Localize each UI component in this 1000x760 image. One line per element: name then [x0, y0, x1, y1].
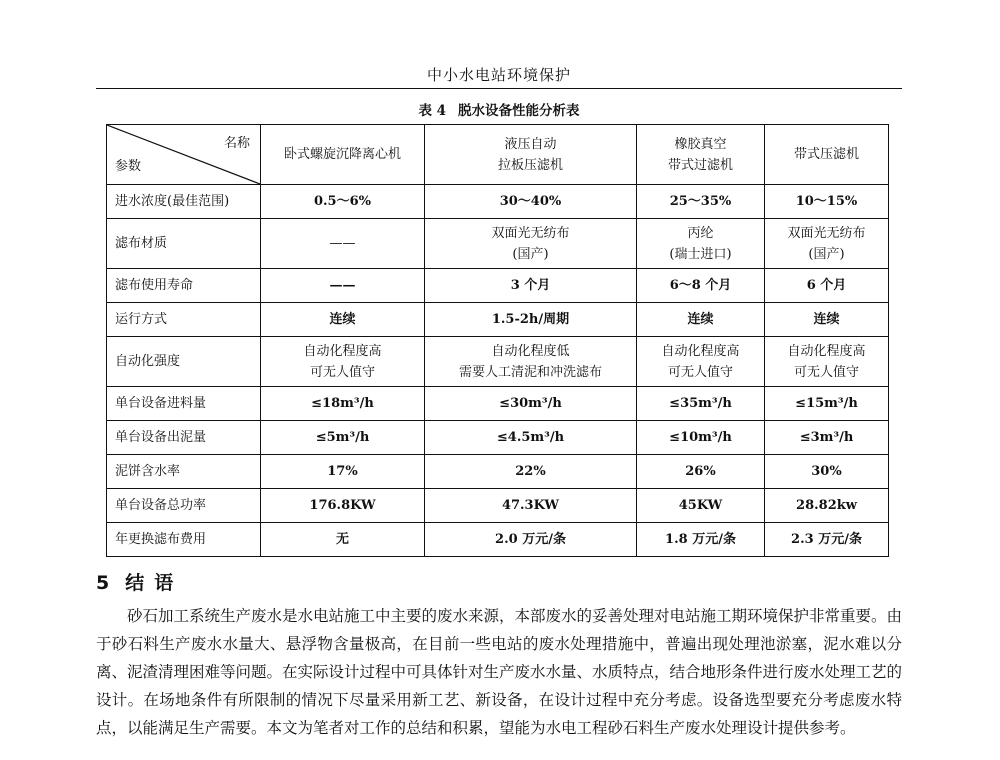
table-cell [765, 303, 889, 337]
table-cell [637, 219, 765, 269]
table-cell [425, 387, 637, 421]
cell-line: 双面光无纺布 [787, 225, 866, 241]
column-header-line: 拉板压滤机 [497, 157, 563, 173]
cell-line: 连续 [329, 312, 356, 327]
column-header [765, 125, 889, 185]
table-cell [637, 455, 765, 489]
cell-line: (国产) [512, 246, 549, 262]
table-cell [765, 219, 889, 269]
section-title: 结语 [125, 572, 184, 594]
section-heading [96, 568, 183, 595]
cell-line: 无 [335, 532, 349, 547]
table-cell [261, 523, 425, 557]
cell-line: 2.3 万元/条 [791, 532, 862, 547]
table-row [107, 523, 889, 557]
cell-line: 30～40% [499, 194, 562, 209]
table-cell [765, 421, 889, 455]
cell-line: —— [329, 278, 356, 293]
table-cell [765, 185, 889, 219]
cell-line: 17% [327, 464, 358, 479]
column-header-line: 液压自动 [504, 136, 557, 152]
row-label: 滤布使用寿命 [107, 269, 261, 303]
row-label: 年更换滤布费用 [107, 523, 261, 557]
cell-line: ≤35m³/h [669, 396, 732, 411]
table-cell [261, 489, 425, 523]
cell-line: 可无人值守 [309, 364, 375, 380]
cell-line: 1.8 万元/条 [665, 532, 736, 547]
table-row [107, 185, 889, 219]
cell-line: 30% [811, 464, 842, 479]
cell-line: 6～8 个月 [669, 278, 732, 293]
table-cell [637, 303, 765, 337]
cell-line: 需要人工清泥和冲洗滤布 [458, 364, 602, 380]
cell-line: 6 个月 [806, 278, 847, 293]
cell-line: ≤5m³/h [315, 430, 370, 445]
row-label: 单台设备出泥量 [107, 421, 261, 455]
row-label: 单台设备总功率 [107, 489, 261, 523]
cell-line: 26% [685, 464, 716, 479]
table-cell [637, 337, 765, 387]
table-row [107, 269, 889, 303]
cell-line: 22% [515, 464, 546, 479]
cell-line: (国产) [808, 246, 845, 262]
table-cell [425, 421, 637, 455]
running-header: 中小水电站环境保护 [426, 66, 571, 84]
table-cell [637, 489, 765, 523]
cell-line: 10～15% [795, 194, 858, 209]
table-cell [637, 387, 765, 421]
table-row [107, 337, 889, 387]
cell-line: 3 个月 [510, 278, 551, 293]
cell-line: 45KW [678, 498, 723, 513]
cell-line: ≤18m³/h [311, 396, 374, 411]
table-header-row [107, 125, 889, 185]
cell-line: 丙纶 [687, 225, 714, 241]
row-label: 进水浓度(最佳范围) [107, 185, 261, 219]
table-cell [261, 219, 425, 269]
corner-label-param: 参数 [115, 159, 142, 174]
column-header-line: 带式过滤机 [667, 157, 733, 173]
cell-line: 47.3KW [501, 498, 560, 513]
table-cell [637, 185, 765, 219]
column-header [425, 125, 637, 185]
table-row [107, 303, 889, 337]
table-cell [765, 387, 889, 421]
row-label: 运行方式 [107, 303, 261, 337]
table-row [107, 455, 889, 489]
table-row [107, 219, 889, 269]
table-cell [261, 337, 425, 387]
table-cell [425, 455, 637, 489]
table-row [107, 387, 889, 421]
cell-line: 可无人值守 [793, 364, 859, 380]
cell-line: 连续 [687, 312, 714, 327]
cell-line: 176.8KW [309, 498, 376, 513]
table-row [107, 421, 889, 455]
column-header-line: 带式压滤机 [793, 147, 859, 162]
cell-line: 连续 [813, 312, 840, 327]
corner-cell [107, 125, 261, 185]
table-cell [425, 523, 637, 557]
cell-line: ≤3m³/h [799, 430, 854, 445]
header-rule [96, 88, 902, 89]
cell-line: 自动化程度高 [303, 343, 382, 359]
column-header [637, 125, 765, 185]
cell-line: ≤15m³/h [795, 396, 858, 411]
table-cell [425, 337, 637, 387]
table-cell [765, 489, 889, 523]
table-row [107, 489, 889, 523]
table-cell [637, 523, 765, 557]
row-label: 滤布材质 [107, 219, 261, 269]
table-number: 表 4 [418, 103, 447, 119]
table-cell [261, 303, 425, 337]
table-cell [261, 455, 425, 489]
cell-line: 1.5-2h/周期 [491, 312, 570, 327]
table-cell [765, 269, 889, 303]
cell-line: —— [329, 236, 356, 251]
table-body [107, 125, 889, 557]
cell-line: 可无人值守 [667, 364, 733, 380]
table-title: 脱水设备性能分析表 [458, 103, 580, 119]
table-cell [765, 455, 889, 489]
table-cell [261, 387, 425, 421]
cell-line: 自动化程度低 [491, 343, 570, 359]
cell-line: 双面光无纺布 [491, 225, 570, 241]
table-cell [425, 303, 637, 337]
row-label: 单台设备进料量 [107, 387, 261, 421]
cell-line: 25～35% [669, 194, 732, 209]
corner-label-name: 名称 [223, 136, 250, 151]
column-header [261, 125, 425, 185]
cell-line: 自动化程度高 [661, 343, 740, 359]
row-label: 泥饼含水率 [107, 455, 261, 489]
table-cell [261, 185, 425, 219]
cell-line: ≤10m³/h [669, 430, 732, 445]
table-cell [425, 269, 637, 303]
column-header-line: 橡胶真空 [674, 136, 727, 152]
table-cell [425, 489, 637, 523]
cell-line: 28.82kw [796, 498, 857, 513]
cell-line: (瑞士进口) [669, 246, 732, 262]
table-cell [425, 185, 637, 219]
row-label: 自动化强度 [107, 337, 261, 387]
cell-line: 自动化程度高 [787, 343, 866, 359]
table-cell [261, 269, 425, 303]
cell-line: ≤4.5m³/h [496, 430, 565, 445]
conclusion-paragraph: 砂石加工系统生产废水是水电站施工中主要的废水来源，本部废水的妥善处理对电站施工期环境保护非常重要。由于砂石料生产废水水量大、悬浮物含量极高，在目前一些电站的废水处理措施中，普遍出现处理池淤塞，泥水难以分离、泥渣清理困难等问题。在实际设计过程中可具体针对生产废水水量、水质特点，结合地形条件进行废水处理工艺的设计。在场地条件有所限制的情况下尽量采用新工艺、新设备，在设计过程中充分考虑。设备选型要充分考虑废水特点，以能满足生产需要。本文为笔者对工作的总结和积累，望能为水电工程砂石料生产废水处理设计提供参考。 [96, 607, 903, 737]
table-cell [425, 219, 637, 269]
table-cell [637, 421, 765, 455]
table-cell [765, 523, 889, 557]
table-cell [261, 421, 425, 455]
table-caption [96, 99, 902, 119]
cell-line: 0.5～6% [313, 194, 371, 209]
section-number: 5 [96, 572, 110, 594]
performance-table [106, 124, 889, 557]
table-cell [637, 269, 765, 303]
table-cell [765, 337, 889, 387]
cell-line: 2.0 万元/条 [495, 532, 566, 547]
cell-line: ≤30m³/h [499, 396, 562, 411]
column-header-line: 卧式螺旋沉降离心机 [283, 147, 401, 162]
